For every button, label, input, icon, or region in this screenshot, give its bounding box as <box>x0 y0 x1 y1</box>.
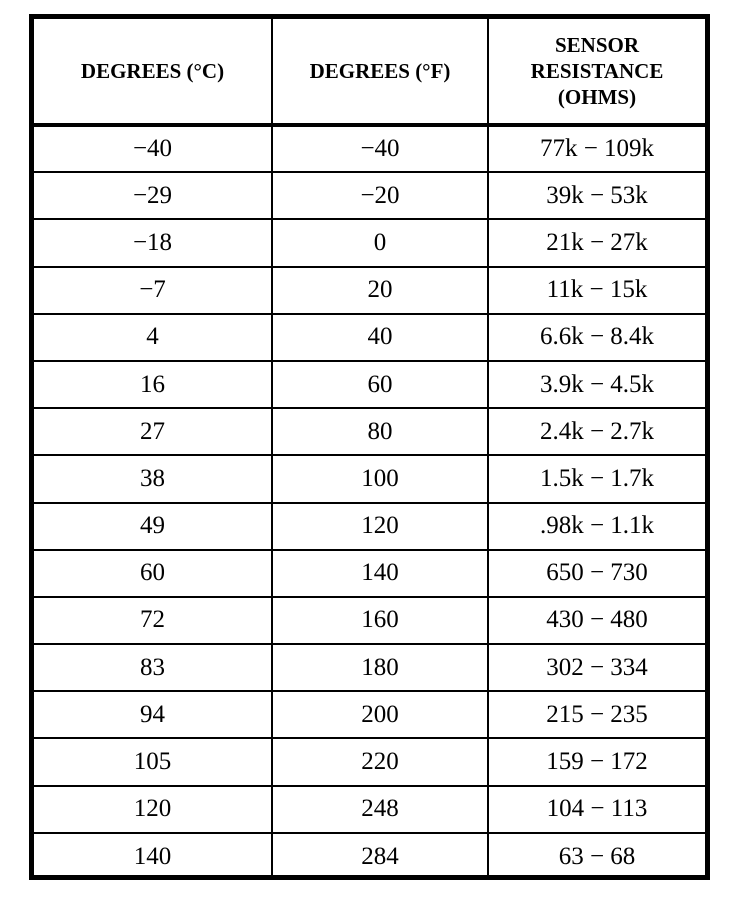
cell-fahrenheit: 60 <box>272 361 488 408</box>
cell-resistance: 430 − 480 <box>488 597 705 644</box>
cell-fahrenheit: 80 <box>272 408 488 455</box>
cell-resistance: 63 − 68 <box>488 833 705 880</box>
table-row <box>34 786 705 833</box>
table-row <box>34 408 705 455</box>
cell-celsius: −7 <box>34 267 272 314</box>
cell-resistance: 215 − 235 <box>488 691 705 738</box>
cell-resistance: 11k − 15k <box>488 267 705 314</box>
table-row <box>34 314 705 361</box>
cell-resistance: 21k − 27k <box>488 219 705 266</box>
cell-celsius: 140 <box>34 833 272 880</box>
sensor-resistance-table <box>34 19 705 880</box>
table-row <box>34 833 705 880</box>
cell-celsius: 38 <box>34 455 272 502</box>
cell-fahrenheit: 220 <box>272 738 488 785</box>
table-row <box>34 550 705 597</box>
cell-resistance: 3.9k − 4.5k <box>488 361 705 408</box>
cell-resistance: 2.4k − 2.7k <box>488 408 705 455</box>
table-header <box>34 19 705 125</box>
header-degrees-fahrenheit: DEGREES (°F) <box>272 19 488 125</box>
cell-fahrenheit: 20 <box>272 267 488 314</box>
table-row <box>34 125 705 172</box>
cell-celsius: 72 <box>34 597 272 644</box>
cell-celsius: −18 <box>34 219 272 266</box>
cell-fahrenheit: 284 <box>272 833 488 880</box>
table-row <box>34 738 705 785</box>
cell-celsius: 4 <box>34 314 272 361</box>
table-row <box>34 361 705 408</box>
table-row <box>34 597 705 644</box>
table-row <box>34 691 705 738</box>
cell-fahrenheit: 100 <box>272 455 488 502</box>
cell-resistance: 650 − 730 <box>488 550 705 597</box>
cell-fahrenheit: −40 <box>272 125 488 172</box>
cell-fahrenheit: 40 <box>272 314 488 361</box>
cell-resistance: 39k − 53k <box>488 172 705 219</box>
cell-fahrenheit: −20 <box>272 172 488 219</box>
cell-celsius: 49 <box>34 503 272 550</box>
cell-resistance: 159 − 172 <box>488 738 705 785</box>
cell-celsius: 120 <box>34 786 272 833</box>
cell-celsius: 83 <box>34 644 272 691</box>
table-row <box>34 267 705 314</box>
cell-celsius: 27 <box>34 408 272 455</box>
cell-resistance: 77k − 109k <box>488 125 705 172</box>
cell-fahrenheit: 120 <box>272 503 488 550</box>
cell-celsius: 16 <box>34 361 272 408</box>
header-sensor-resistance <box>488 19 705 125</box>
table-row <box>34 219 705 266</box>
cell-resistance: 104 − 113 <box>488 786 705 833</box>
table-row <box>34 455 705 502</box>
cell-fahrenheit: 248 <box>272 786 488 833</box>
cell-fahrenheit: 180 <box>272 644 488 691</box>
header-resistance-line: SENSOR <box>554 33 640 57</box>
table-row <box>34 503 705 550</box>
header-resistance-line: RESISTANCE <box>530 59 664 83</box>
cell-resistance: 1.5k − 1.7k <box>488 455 705 502</box>
header-degrees-celsius: DEGREES (°C) <box>34 19 272 125</box>
cell-celsius: 94 <box>34 691 272 738</box>
cell-celsius: −29 <box>34 172 272 219</box>
table-row <box>34 172 705 219</box>
cell-fahrenheit: 0 <box>272 219 488 266</box>
table-body <box>34 125 705 880</box>
cell-resistance: .98k − 1.1k <box>488 503 705 550</box>
cell-fahrenheit: 160 <box>272 597 488 644</box>
cell-fahrenheit: 200 <box>272 691 488 738</box>
cell-celsius: 60 <box>34 550 272 597</box>
sensor-resistance-table-frame <box>29 14 710 880</box>
cell-celsius: 105 <box>34 738 272 785</box>
header-row <box>34 19 705 125</box>
cell-celsius: −40 <box>34 125 272 172</box>
cell-resistance: 6.6k − 8.4k <box>488 314 705 361</box>
table-row <box>34 644 705 691</box>
cell-fahrenheit: 140 <box>272 550 488 597</box>
header-resistance-line: (OHMS) <box>557 85 637 109</box>
cell-resistance: 302 − 334 <box>488 644 705 691</box>
